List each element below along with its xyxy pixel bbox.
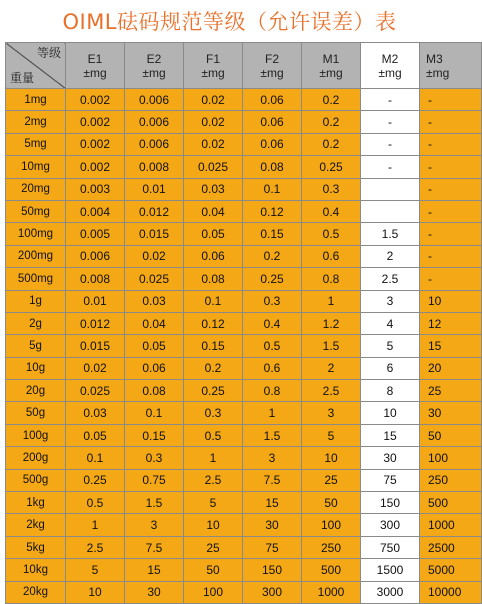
table-row [6,447,482,469]
tolerance-cell-f1: 0.3 [184,402,243,424]
tolerance-cell-m2: - [361,133,420,155]
tolerance-cell-m1: 2 [302,357,361,379]
tolerance-cell-f2: 0.6 [243,357,302,379]
tolerance-cell-m3: 100 [420,447,482,469]
tolerance-cell-m1: 10 [302,447,361,469]
weight-cell: 1mg [6,89,66,111]
grade-header-f1 [184,43,243,89]
weight-cell: 200g [6,447,66,469]
table-row [6,111,482,133]
tolerance-cell-f2: 0.3 [243,290,302,312]
tolerance-cell-m1: 25 [302,469,361,491]
weight-cell: 10mg [6,156,66,178]
tolerance-cell-m3: - [420,200,482,222]
grade-name: M1 [322,51,340,66]
grade-header-e2 [125,43,184,89]
tolerance-cell-f1: 25 [184,536,243,558]
tolerance-cell-m3: - [420,223,482,245]
tolerance-cell-m2: 8 [361,380,420,402]
tolerance-cell-e1: 0.025 [66,380,125,402]
table-row [6,178,482,200]
grade-unit: ±mg [378,65,402,80]
weight-axis-label: 重量 [10,71,35,85]
tolerance-cell-e2: 15 [125,559,184,581]
grade-header-f2 [243,43,302,89]
tolerance-cell-f2: 0.2 [243,245,302,267]
grade-header-m3 [420,43,482,89]
grade-name: M3 [426,51,443,66]
grade-header-m2 [361,43,420,89]
tolerance-cell-f1: 0.5 [184,424,243,446]
tolerance-cell-m3: - [420,89,482,111]
tolerance-cell-f2: 1 [243,402,302,424]
tolerance-cell-m1: 1 [302,290,361,312]
weight-cell: 10g [6,357,66,379]
tolerance-cell-e1: 0.002 [66,111,125,133]
tolerance-cell-m1: 100 [302,514,361,536]
tolerance-cell-m3: 5000 [420,559,482,581]
table-row [6,492,482,514]
tolerance-cell-m1: 0.5 [302,223,361,245]
tolerance-cell-f1: 0.06 [184,245,243,267]
tolerance-cell-m2: 1.5 [361,223,420,245]
grade-unit: ±mg [260,65,284,80]
weight-cell: 100g [6,424,66,446]
tolerance-cell-e1: 0.25 [66,469,125,491]
tolerance-cell-f2: 0.15 [243,223,302,245]
weight-cell: 5kg [6,536,66,558]
tolerance-cell-m2: 3000 [361,581,420,603]
tolerance-cell-m1: 0.2 [302,89,361,111]
weight-cell: 5g [6,335,66,357]
tolerance-cell-m1: 2.5 [302,380,361,402]
tolerance-cell-e1: 1 [66,514,125,536]
grade-unit: ±mg [426,65,450,80]
tolerance-cell-f2: 0.08 [243,156,302,178]
tolerance-cell-e2: 1.5 [125,492,184,514]
tolerance-cell-m2: - [361,156,420,178]
tolerance-cell-m3: 50 [420,424,482,446]
table-row [6,536,482,558]
tolerance-cell-m1: 0.25 [302,156,361,178]
table-row [6,335,482,357]
tolerance-cell-m1: 0.2 [302,133,361,155]
header-row [6,43,482,89]
grade-name: E1 [87,51,103,66]
tolerance-cell-f1: 0.1 [184,290,243,312]
grade-unit: ±mg [201,65,225,80]
table-row [6,268,482,290]
grade-header-m1 [302,43,361,89]
tolerance-cell-e1: 0.002 [66,156,125,178]
weight-cell: 500mg [6,268,66,290]
tolerance-cell-m3: - [420,111,482,133]
tolerance-cell-f1: 0.05 [184,223,243,245]
tolerance-cell-m3: 10000 [420,581,482,603]
tolerance-cell-e1: 0.012 [66,312,125,334]
tolerance-cell-f1: 0.15 [184,335,243,357]
tolerance-cell-m3: - [420,156,482,178]
tolerance-cell-e1: 0.005 [66,223,125,245]
tolerance-cell-e1: 10 [66,581,125,603]
tolerance-cell-f1: 0.02 [184,133,243,155]
grade-name: E2 [146,51,162,66]
table-row [6,469,482,491]
tolerance-cell-f2: 0.8 [243,380,302,402]
tolerance-cell-m1: 0.6 [302,245,361,267]
tolerance-cell-e1: 0.008 [66,268,125,290]
tolerance-cell-m3: 30 [420,402,482,424]
tolerance-cell-m2: 750 [361,536,420,558]
tolerance-cell-m2: 1500 [361,559,420,581]
tolerance-cell-e1: 5 [66,559,125,581]
tolerance-cell-m2: 5 [361,335,420,357]
tolerance-table [5,42,482,604]
tolerance-cell-f1: 0.02 [184,89,243,111]
table-row [6,200,482,222]
tolerance-cell-m2 [361,200,420,222]
grade-name: F1 [205,51,220,66]
tolerance-cell-e1: 0.006 [66,245,125,267]
tolerance-cell-f1: 100 [184,581,243,603]
weight-cell: 10kg [6,559,66,581]
tolerance-cell-e2: 0.06 [125,357,184,379]
tolerance-cell-e1: 2.5 [66,536,125,558]
tolerance-cell-e2: 0.025 [125,268,184,290]
tolerance-cell-f2: 300 [243,581,302,603]
grade-header-e1 [66,43,125,89]
tolerance-cell-m2: 4 [361,312,420,334]
tolerance-cell-e1: 0.5 [66,492,125,514]
weight-cell: 2g [6,312,66,334]
tolerance-cell-m3: - [420,268,482,290]
tolerance-cell-m1: 500 [302,559,361,581]
tolerance-cell-f1: 0.04 [184,200,243,222]
tolerance-cell-e2: 0.75 [125,469,184,491]
weight-cell: 500g [6,469,66,491]
tolerance-cell-f1: 0.2 [184,357,243,379]
tolerance-cell-e2: 0.03 [125,290,184,312]
tolerance-cell-f1: 0.02 [184,111,243,133]
tolerance-table-container [5,42,462,600]
grade-unit: ±mg [319,65,343,80]
table-row [6,223,482,245]
tolerance-cell-m1: 3 [302,402,361,424]
tolerance-cell-e2: 0.08 [125,380,184,402]
weight-cell: 1kg [6,492,66,514]
table-row [6,514,482,536]
table-row [6,89,482,111]
tolerance-cell-m3: 15 [420,335,482,357]
tolerance-cell-m1: 0.8 [302,268,361,290]
tolerance-cell-e2: 0.04 [125,312,184,334]
tolerance-cell-m2: 15 [361,424,420,446]
tolerance-cell-f2: 0.06 [243,111,302,133]
tolerance-cell-f2: 0.06 [243,133,302,155]
tolerance-cell-f2: 0.4 [243,312,302,334]
tolerance-cell-f2: 7.5 [243,469,302,491]
weight-cell: 200mg [6,245,66,267]
weight-cell: 20kg [6,581,66,603]
weight-cell: 20g [6,380,66,402]
tolerance-cell-e2: 0.15 [125,424,184,446]
grade-axis-label: 等级 [36,46,61,60]
tolerance-cell-f1: 0.12 [184,312,243,334]
table-row [6,290,482,312]
tolerance-cell-m2: 300 [361,514,420,536]
tolerance-cell-m2: 2 [361,245,420,267]
tolerance-cell-e2: 0.012 [125,200,184,222]
tolerance-cell-f1: 2.5 [184,469,243,491]
tolerance-cell-m2: - [361,111,420,133]
tolerance-cell-f1: 1 [184,447,243,469]
tolerance-cell-m1: 1.2 [302,312,361,334]
grade-unit: ±mg [83,65,107,80]
tolerance-cell-e1: 0.003 [66,178,125,200]
table-row [6,245,482,267]
grade-name: M2 [381,51,399,66]
table-row [6,380,482,402]
table-row [6,581,482,603]
tolerance-cell-m1: 0.2 [302,111,361,133]
tolerance-cell-f2: 75 [243,536,302,558]
tolerance-cell-m1: 250 [302,536,361,558]
tolerance-cell-e2: 0.1 [125,402,184,424]
tolerance-cell-f1: 0.025 [184,156,243,178]
tolerance-cell-e1: 0.002 [66,89,125,111]
table-row [6,156,482,178]
weight-cell: 1g [6,290,66,312]
tolerance-cell-m3: - [420,245,482,267]
tolerance-cell-f1: 0.25 [184,380,243,402]
tolerance-cell-e2: 7.5 [125,536,184,558]
tolerance-cell-m2: 2.5 [361,268,420,290]
tolerance-cell-e2: 0.008 [125,156,184,178]
tolerance-cell-f2: 0.12 [243,200,302,222]
tolerance-cell-m1: 0.4 [302,200,361,222]
tolerance-cell-m1: 1000 [302,581,361,603]
tolerance-cell-e1: 0.1 [66,447,125,469]
tolerance-cell-f1: 50 [184,559,243,581]
tolerance-cell-e2: 30 [125,581,184,603]
table-row [6,402,482,424]
tolerance-cell-f2: 0.1 [243,178,302,200]
tolerance-cell-m2: 75 [361,469,420,491]
tolerance-cell-f2: 0.06 [243,89,302,111]
tolerance-cell-e2: 0.006 [125,133,184,155]
tolerance-cell-e2: 0.3 [125,447,184,469]
tolerance-cell-m3: 10 [420,290,482,312]
weight-cell: 100mg [6,223,66,245]
grade-unit: ±mg [142,65,166,80]
tolerance-cell-f2: 15 [243,492,302,514]
tolerance-cell-m3: 500 [420,492,482,514]
table-row [6,133,482,155]
tolerance-cell-m2 [361,178,420,200]
tolerance-cell-e2: 0.006 [125,111,184,133]
tolerance-cell-m1: 5 [302,424,361,446]
tolerance-cell-m1: 1.5 [302,335,361,357]
tolerance-cell-m3: - [420,133,482,155]
tolerance-cell-m1: 50 [302,492,361,514]
tolerance-cell-e2: 3 [125,514,184,536]
tolerance-cell-f2: 3 [243,447,302,469]
tolerance-cell-f1: 0.03 [184,178,243,200]
tolerance-cell-m3: 20 [420,357,482,379]
table-row [6,424,482,446]
tolerance-cell-m1: 0.3 [302,178,361,200]
tolerance-cell-e1: 0.01 [66,290,125,312]
weight-cell: 50g [6,402,66,424]
grade-name: F2 [264,51,279,66]
tolerance-cell-e1: 0.002 [66,133,125,155]
tolerance-cell-f1: 0.08 [184,268,243,290]
weight-cell: 20mg [6,178,66,200]
tolerance-cell-e1: 0.004 [66,200,125,222]
tolerance-cell-f2: 30 [243,514,302,536]
tolerance-cell-f1: 10 [184,514,243,536]
tolerance-cell-m3: 1000 [420,514,482,536]
tolerance-cell-e2: 0.01 [125,178,184,200]
tolerance-cell-m2: 6 [361,357,420,379]
corner-header-cell [6,43,66,89]
weight-cell: 50mg [6,200,66,222]
tolerance-cell-e1: 0.03 [66,402,125,424]
page-title: OIML砝码规范等级（允许误差）表 [62,10,397,34]
tolerance-cell-e1: 0.02 [66,357,125,379]
tolerance-cell-m3: 25 [420,380,482,402]
table-row [6,559,482,581]
tolerance-cell-m2: 30 [361,447,420,469]
tolerance-cell-f1: 5 [184,492,243,514]
tolerance-cell-f2: 0.25 [243,268,302,290]
tolerance-cell-e1: 0.015 [66,335,125,357]
table-row [6,357,482,379]
tolerance-cell-e2: 0.05 [125,335,184,357]
tolerance-cell-e2: 0.015 [125,223,184,245]
tolerance-cell-m2: 150 [361,492,420,514]
tolerance-cell-e2: 0.006 [125,89,184,111]
weight-cell: 5mg [6,133,66,155]
table-row [6,312,482,334]
tolerance-cell-m3: 250 [420,469,482,491]
tolerance-cell-m3: 12 [420,312,482,334]
weight-cell: 2kg [6,514,66,536]
tolerance-cell-f2: 1.5 [243,424,302,446]
tolerance-cell-m3: 2500 [420,536,482,558]
tolerance-cell-f2: 150 [243,559,302,581]
tolerance-cell-m2: 10 [361,402,420,424]
tolerance-cell-e1: 0.05 [66,424,125,446]
weight-cell: 2mg [6,111,66,133]
tolerance-cell-f2: 0.5 [243,335,302,357]
tolerance-cell-m2: - [361,89,420,111]
tolerance-cell-m3: - [420,178,482,200]
tolerance-cell-m2: 3 [361,290,420,312]
tolerance-cell-e2: 0.02 [125,245,184,267]
